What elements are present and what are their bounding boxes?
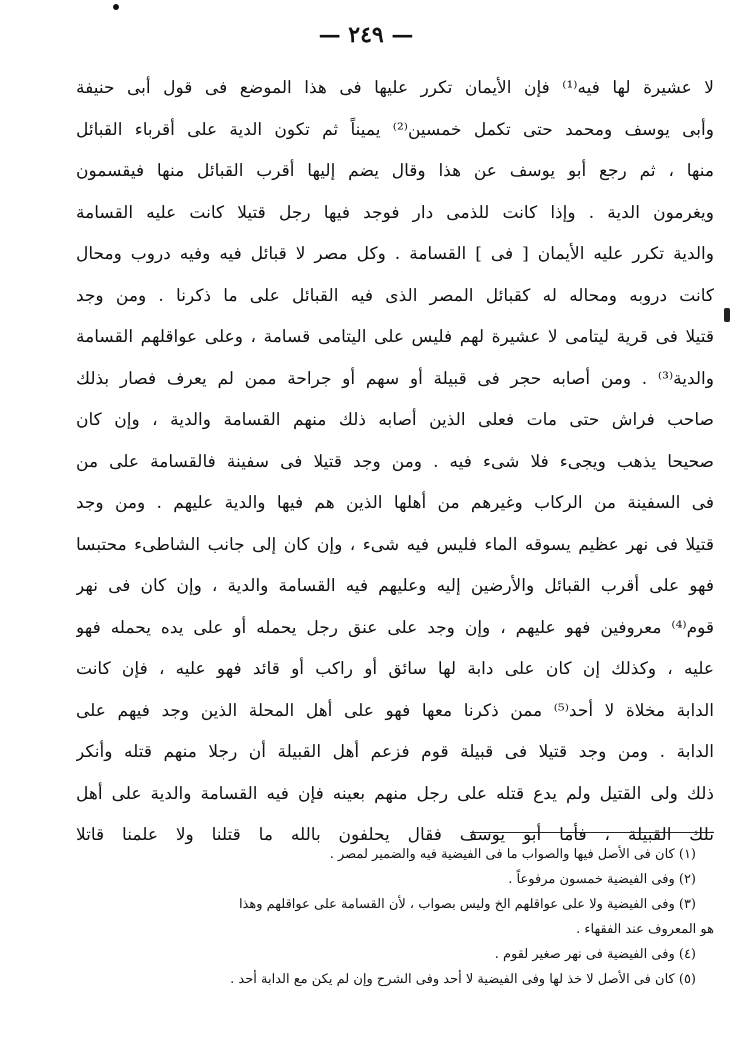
- text-line: الدابة مخلاة لا أحد⁽⁵⁾ ممن ذكرنا معها فهو على أهل المحلة الذين وجد فيهم على: [76, 700, 714, 721]
- main-text: [76, 68, 714, 857]
- footnote-1: (١) كان فى الأصل فيها والصواب ما فى الفيضية فيه والضمير لمصر .: [329, 847, 696, 862]
- text-line: كانت دروبه ومحاله له كقبائل المصر الذى فيه القبائل على ما ذكرنا . ومن وجد: [76, 285, 714, 306]
- page-number: — ٢٤٩ —: [318, 22, 414, 48]
- text-line: الدابة . ومن وجد قتيلا فى قبيلة قوم فزعم أهل القبيلة أن رجلا منهم قتله وأنكر: [76, 742, 714, 762]
- text-line: فهو على أقرب القبائل والأرضين إليه وعليهم فيه القسامة والدية ، وإن كان فى نهر: [76, 576, 714, 596]
- text-line: صحيحا يذهب ويجىء فلا شىء فيه . ومن وجد قتيلا فى سفينة فالقسامة على من: [76, 451, 714, 472]
- text-line: صاحب فراش حتى مات فعلى الذين أصابه ذلك منهم القسامة والدية ، وإن كان: [76, 410, 714, 430]
- ink-speck: [113, 4, 119, 10]
- text-line: فى السفينة من الركاب وغيرهم من أهلها الذين هم فيها والدية عليهم . ومن وجد: [76, 493, 714, 513]
- text-line: تلك القبيلة ، فأما أبو يوسف فقال يحلفون بالله ما قتلنا ولا علمنا قاتلا: [76, 825, 714, 845]
- text-line: وأبى يوسف ومحمد حتى تكمل خمسين⁽²⁾ يميناً ثم تكون الدية على أقرباء القبائل: [76, 119, 714, 140]
- text-line: عليه ، وكذلك إن كان على دابة لها سائق أو راكب أو قائد فهو عليه ، فإن كانت: [76, 659, 714, 679]
- footnote-separator: [470, 832, 714, 833]
- footnote-3: (٣) وفى الفيضية ولا على عواقلهم الخ وليس بصواب ، لأن القسامة على عواقلهم وهذا: [238, 897, 696, 912]
- text-line: والدية تكرر عليه الأيمان [ فى ] القسامة . وكل مصر لا قبائل فيه وفيه دروب ومحال: [76, 244, 714, 264]
- text-line: والدية⁽³⁾ . ومن أصابه حجر فى قبيلة أو سهم أو جراحة ممن لم يعرف فصار بذلك: [76, 368, 714, 389]
- text-line: ذلك ولى القتيل ولم يدع قتله على رجل منهم بعينه فإن فيه القسامة والدية على أهل: [76, 783, 714, 804]
- footnotes: [76, 842, 714, 992]
- footnote-4: (٤) وفى الفيضية فى نهر صغير لقوم .: [494, 947, 696, 962]
- footnote-3-continued: هو المعروف عند الفقهاء .: [576, 922, 714, 937]
- text-line: قتيلا فى نهر عظيم يسوقه الماء فليس فيه شىء ، وإن كان إلى جانب الشاطىء محتبسا: [76, 534, 714, 555]
- text-line: قوم⁽⁴⁾ معروفين فهو عليهم ، وإن وجد على عنق رجل يحمله أو على يده يحمله فهو: [76, 617, 714, 638]
- footnote-5: (٥) كان فى الأصل لا خذ لها وفى الفيضية لا أحد وفى الشرح وإن لم يكن مع الدابة أحد .: [230, 972, 696, 987]
- edge-mark: [724, 308, 730, 322]
- text-line: منها ، ثم رجع أبو يوسف عن هذا وقال يضم إليها أقرب القبائل منها فيقسمون: [76, 161, 714, 181]
- text-line: لا عشيرة لها فيه⁽¹⁾ فإن الأيمان تكرر عليها فى هذا الموضع فى قول أبى حنيفة: [76, 78, 714, 98]
- text-line: قتيلا فى قرية ليتامى لا عشيرة لهم فليس على اليتامى قسامة ، وعلى عواقلهم القسامة: [76, 327, 714, 347]
- text-line: ويغرمون الدية . وإذا كانت للذمى دار فوجد فيها رجل قتيلا كانت عليه القسامة: [76, 202, 714, 223]
- footnote-2: (٢) وفى الفيضية خمسون مرفوعاً .: [508, 872, 696, 887]
